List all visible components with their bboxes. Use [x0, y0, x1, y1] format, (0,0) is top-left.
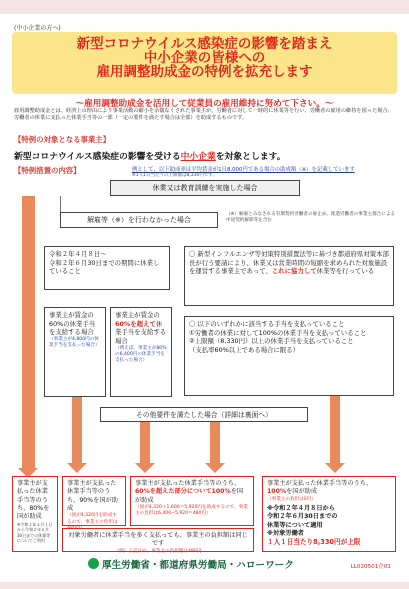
right-top-highlight: これに協力して [271, 267, 317, 276]
measure-heading: 【特例措置の内容】 [14, 166, 81, 175]
result-100-suffix: を国が助成 [286, 488, 318, 496]
title-line2: 中小企業の皆様への [143, 50, 266, 67]
right-bottom-box: 〇 以下のいずれかに該当する手当を支払っていること ①労働者の休業に対して100%の休業手当を支払っていること ②上限額（8,330円）以上の休業手当を支払っていること （支払率60%以上である場合に限る） [184, 316, 394, 396]
left-a-box [44, 307, 106, 397]
mid-arrow-1 [72, 397, 82, 463]
right-top-prefix: 〇 新型インフルエンザ等対策特別措置法等に基づき都道府県対策本部長が行う要請により、休業又は営業時間の短縮を求められた対象施設を運営する事業主であって、 [189, 250, 389, 276]
audience-tag: (中小企業の方へ) [14, 25, 61, 32]
bottom-decoration [0, 582, 409, 589]
left-a-note: （事業主が4,800円の休業手当を支払った場合） [49, 336, 100, 349]
subtitle: ～雇用調整助成金を活用して従業員の雇用維持に努めて下さい。～ [75, 99, 334, 109]
result-80-text: 事業主が支払った休業手当等のうち、80%を国が助成 [17, 480, 50, 521]
apply-line1: ※令和２年４月８日から [267, 504, 335, 512]
top-decoration [0, 0, 409, 14]
left-arrow-shaft [22, 196, 35, 468]
left-b-box [110, 307, 172, 397]
left-b-note: （例えば、事業主が80%の6,400円の休業手当を支払った場合） [115, 345, 167, 363]
footer-org-text: 厚生労働省・都道府県労働局・ハローワーク [102, 560, 294, 571]
apply-line3: 休業等について適用 [267, 521, 323, 529]
result-over60-note: （国が4,320＋1,600＝5,920円を助成するので、事業主の負担は6,400−5,920＝480円） [135, 505, 248, 517]
apply-line2: 令和２年６月30日までの [267, 513, 338, 521]
left-b-suffix: 休業手当を支給する場合 [115, 319, 167, 345]
result-100-over60-box [130, 476, 254, 526]
result-90-text: 事業主が支払った休業手当等のうち、90%を国が助成 [67, 480, 118, 513]
mid-arrow-4-head [325, 463, 345, 473]
result-over60-prefix: 事業主が支払った休業手当等のうち、 [135, 480, 241, 487]
mid-arrow-1-head [67, 463, 87, 473]
target-highlight: 中小企業 [180, 152, 216, 162]
period-box: 令和２年４月８日～ 令和２年６月30日までの期間に休業していること [44, 246, 170, 290]
measure-note-2: ※1人1日当たりの上限額は8,330円です。 [132, 173, 218, 178]
mid-arrow-2 [140, 422, 150, 463]
title-banner [12, 32, 397, 94]
mid-arrow-4 [330, 396, 340, 463]
dismissal-note: （※）解雇とみなされる有期契約労働者の雇止め、派遣労働者の事業主都合による中途契約解除等を含む [226, 212, 396, 223]
result-100-box [262, 476, 396, 552]
target-heading: 【特例の対象となる事業主】 [14, 135, 111, 144]
other-requirements-box: その他要件を満たした場合（詳細は裏面へ） [100, 407, 308, 422]
same-burden-note: （例）上記ほか、事業主の負担額は480円 [114, 548, 202, 554]
right-top-box [184, 246, 394, 306]
result-over60-suffix: を国が助成 [135, 488, 244, 504]
result-90-note: （国が4,320円を助成するので、事業主の負担は [67, 513, 118, 525]
target-prefix: 新型コロナウイルス感染症の影響を受ける [14, 152, 181, 162]
title-line3: 雇用調整助成金の特例を拡充します [96, 64, 313, 81]
result-100-note: （事業主の負担は0円） [267, 496, 316, 502]
left-b-highlight: 60%を超えて [115, 319, 156, 328]
target-suffix: を対象とします。 [215, 152, 286, 162]
target-line [14, 149, 286, 162]
mid-arrow-2-head [135, 463, 155, 473]
left-a-text: 事業主が賃金の60%の休業手当を支給する場合 [49, 311, 96, 337]
same-burden-box [62, 528, 254, 552]
footer-org [88, 557, 294, 571]
result-over60-highlight: 60%を超えた部分について100% [135, 488, 231, 496]
result-100-highlight: 100% [267, 488, 287, 496]
mid-arrow-3-head [205, 463, 225, 473]
title-line1: 新型コロナウイルス感染症の影響を踏まえ [76, 36, 333, 52]
measure-note: 例として、以下助成率は平均賃金が1日8,000円である場合の助成額（※）を記載しています [132, 167, 355, 173]
apply-line4: ※対象労働者 [267, 529, 304, 537]
dismissal-box: 解雇等（※）を行わなかった場合 [60, 212, 218, 228]
left-b-prefix: 事業主が賃金の [115, 311, 160, 319]
same-burden-text: 対象労働者に休業手当を多く支払っても、事業主の負担額は同じです [68, 532, 248, 548]
leaflet-code: LL020501企01 [350, 564, 391, 570]
intro-paragraph: 雇用調整助成金とは、経済上の理由により事業活動の縮小を余儀なくされた事業主が、労働者に対して一時的に休業等を行い、労働者の雇用の維持を図った場合、労働者の休業に支払った休業手当等の一部（一定の要件を満たす場合は全部）を助成するものです。 [14, 108, 393, 122]
flow-top-box: 休業又は教育訓練を実施した場合 [110, 180, 300, 196]
mhlw-logo-icon [88, 558, 99, 569]
result-80-note: ※令和２年４月１日から令和２年６月30日までの休業等についてご利用 [17, 521, 53, 543]
result-100-prefix: 事業主が支払った休業手当等のうち、 [267, 480, 373, 487]
result-80-box [12, 476, 58, 552]
mid-arrow-3 [210, 422, 220, 463]
apply-line5: １人１日当たり8,330円が上限 [267, 538, 361, 547]
result-90-box [62, 476, 126, 526]
right-top-suffix: 休業等を行っている [316, 267, 375, 276]
